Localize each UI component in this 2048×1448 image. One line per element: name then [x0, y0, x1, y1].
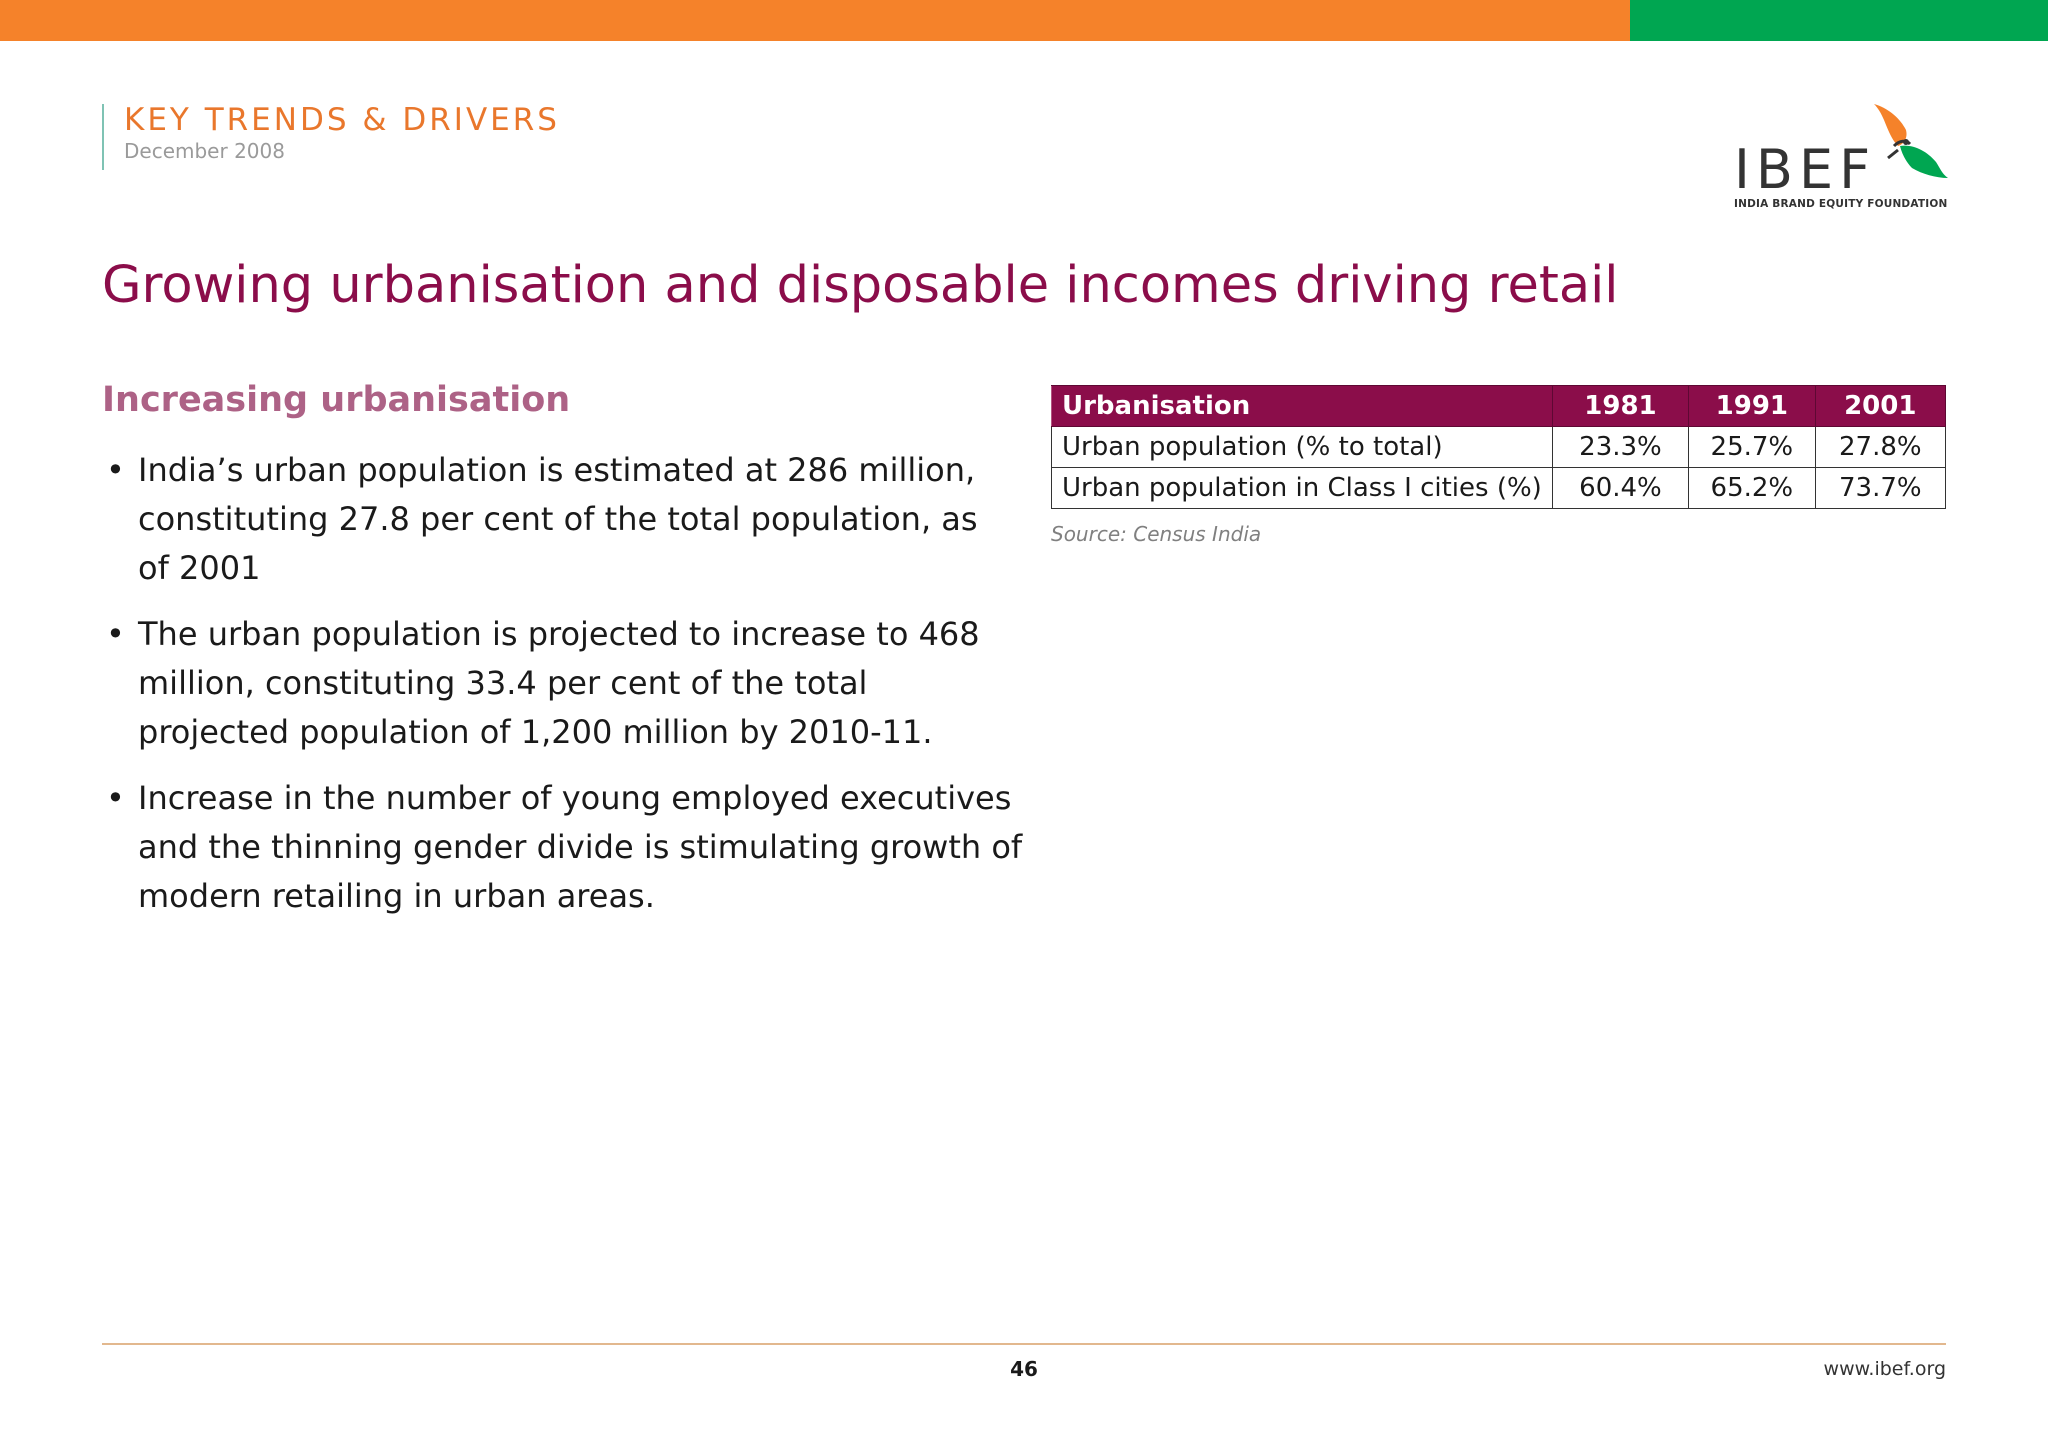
- bullet-dot: •: [106, 451, 125, 489]
- bullet-item: [102, 774, 1058, 921]
- bullet-text: India’s urban population is estimated at 286 million, constituting 27.8 per cent of the total population, as of 2001: [138, 451, 978, 587]
- table-cell: 23.3%: [1552, 427, 1688, 468]
- bullet-item: [102, 446, 1008, 593]
- bullet-dot: •: [106, 779, 125, 817]
- table-header-cell: 2001: [1815, 386, 1945, 427]
- table-cell: Urban population in Class I cities (%): [1052, 468, 1553, 509]
- bullet-text: The urban population is projected to increase to 468 million, constituting 33.4 per cent of the total projected population of 1,200 million by 2010-11.: [138, 615, 980, 751]
- bullet-item: [102, 610, 998, 757]
- logo-wordmark: IBEF: [1734, 138, 1877, 201]
- logo-tagline: INDIA BRAND EQUITY FOUNDATION: [1734, 198, 1948, 210]
- table-cell: 25.7%: [1689, 427, 1815, 468]
- table-header-cell: Urbanisation: [1052, 386, 1553, 427]
- page-number: 46: [1010, 1357, 1038, 1381]
- table-cell: 73.7%: [1815, 468, 1945, 509]
- footer-url-link[interactable]: www.ibef.org: [1823, 1358, 1946, 1380]
- table-cell: 65.2%: [1689, 468, 1815, 509]
- table-header-cell: 1981: [1552, 386, 1688, 427]
- table-source: Source: Census India: [1051, 522, 1262, 546]
- bullet-dot: •: [106, 615, 125, 653]
- page-title: Growing urbanisation and disposable incomes driving retail: [102, 256, 1619, 315]
- table-cell: 60.4%: [1552, 468, 1688, 509]
- urbanisation-table: [1051, 385, 1946, 509]
- top-bar-orange: [0, 0, 1630, 41]
- ibef-logo: [1730, 100, 1950, 212]
- bullet-text: Increase in the number of young employed executives and the thinning gender divide is stimulating growth of modern retailing in urban areas.: [138, 779, 1023, 915]
- table-row: [1052, 427, 1946, 468]
- table-header-row: [1052, 386, 1946, 427]
- top-color-bar: [0, 0, 2048, 41]
- footer-divider: [102, 1343, 1946, 1345]
- section-title: KEY TRENDS & DRIVERS: [124, 102, 560, 138]
- table-cell: 27.8%: [1815, 427, 1945, 468]
- table-row: [1052, 468, 1946, 509]
- top-bar-green: [1630, 0, 2048, 41]
- section-date: December 2008: [124, 139, 285, 163]
- bullet-list: [102, 446, 1023, 938]
- table-cell: Urban population (% to total): [1052, 427, 1553, 468]
- section-header: [102, 104, 560, 170]
- table-header-cell: 1991: [1689, 386, 1815, 427]
- sub-heading: Increasing urbanisation: [102, 380, 571, 420]
